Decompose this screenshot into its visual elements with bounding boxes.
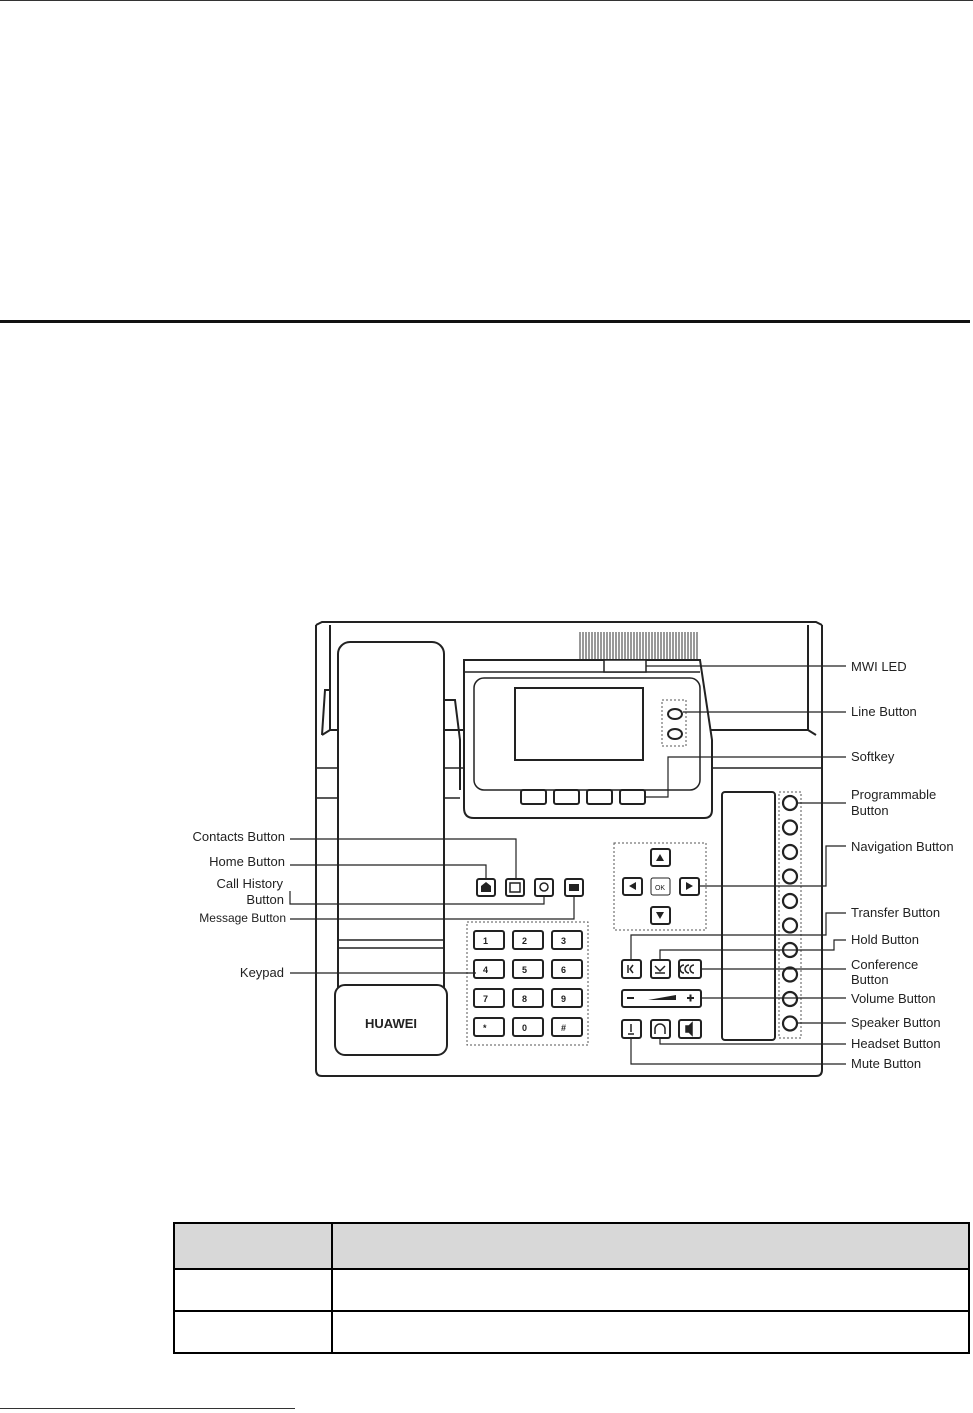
keypad-key[interactable]: [552, 931, 582, 949]
label-panel: [722, 792, 775, 1040]
line-button-1[interactable]: [668, 709, 682, 719]
call-history-button[interactable]: [535, 879, 553, 896]
label-home: Home Button: [209, 854, 285, 869]
table-header-row: [174, 1223, 969, 1269]
table-row: [174, 1311, 969, 1353]
keypad-key-label: 9: [561, 994, 567, 1004]
label-conference-1: Conference: [851, 957, 919, 972]
function-buttons: [477, 879, 583, 896]
keypad-key[interactable]: [552, 960, 582, 978]
programmable-button[interactable]: [783, 796, 797, 810]
label-navigation: Navigation Button: [851, 839, 954, 854]
programmable-button[interactable]: [783, 821, 797, 835]
keypad-key-label: 8: [522, 994, 528, 1004]
label-programmable-2: Button: [851, 803, 889, 818]
table-header-cell: [174, 1223, 332, 1269]
softkey-1[interactable]: [521, 790, 546, 804]
softkey-4[interactable]: [620, 790, 645, 804]
label-conference-2: Button: [851, 972, 889, 987]
label-volume: Volume Button: [851, 991, 936, 1006]
keypad-key-label: 2: [522, 936, 528, 946]
volume-control[interactable]: [622, 990, 701, 1007]
footer-rule: [0, 1408, 295, 1409]
nav-ok-label: OK: [654, 885, 666, 892]
keypad-key-label: 4: [483, 965, 489, 975]
keypad-key-label: 0: [522, 1023, 528, 1033]
keypad: [474, 931, 582, 1036]
handset: [335, 642, 447, 1055]
keypad-key-label: #: [561, 1023, 567, 1033]
label-softkey: Softkey: [851, 749, 895, 764]
programmable-button[interactable]: [783, 992, 797, 1006]
table-header-cell: [332, 1223, 969, 1269]
programmable-button[interactable]: [783, 919, 797, 933]
keypad-key[interactable]: [474, 931, 504, 949]
keypad-key-label: 1: [483, 936, 489, 946]
label-contacts: Contacts Button: [192, 829, 285, 844]
softkey-3[interactable]: [587, 790, 612, 804]
programmable-button[interactable]: [783, 894, 797, 908]
label-keypad: Keypad: [239, 965, 284, 980]
keypad-key[interactable]: [474, 1018, 504, 1036]
programmable-button[interactable]: [783, 845, 797, 859]
keypad-key[interactable]: [513, 989, 543, 1007]
label-speaker: Speaker Button: [851, 1015, 941, 1030]
label-message: Message Button: [199, 911, 286, 925]
message-icon: [569, 884, 579, 891]
table-cell: [174, 1311, 332, 1353]
spec-table: [173, 1222, 970, 1354]
label-call-history-2: Button: [246, 892, 284, 907]
table-cell: [332, 1311, 969, 1353]
label-programmable-1: Programmable: [851, 787, 937, 802]
hold-button[interactable]: [651, 960, 670, 978]
keypad-key[interactable]: [474, 960, 504, 978]
keypad-key-label: 3: [561, 936, 567, 946]
transfer-button[interactable]: [622, 960, 641, 978]
softkey-2[interactable]: [554, 790, 579, 804]
keypad-key[interactable]: [474, 989, 504, 1007]
labels-left: [193, 829, 287, 980]
programmable-button[interactable]: [783, 1017, 797, 1031]
label-call-history-1: Call History: [216, 876, 283, 891]
programmable-buttons: [783, 796, 797, 1031]
table-row: [174, 1269, 969, 1311]
keypad-key-label: 7: [483, 994, 489, 1004]
labels-right: [851, 659, 954, 1071]
keypad-key-label: *: [483, 1023, 487, 1033]
label-line-button: Line Button: [851, 704, 917, 719]
table-cell: [332, 1269, 969, 1311]
mwi-led: [604, 660, 646, 672]
keypad-key[interactable]: [552, 989, 582, 1007]
keypad-key[interactable]: [513, 960, 543, 978]
table-cell: [174, 1269, 332, 1311]
programmable-button[interactable]: [783, 870, 797, 884]
keypad-key[interactable]: [513, 931, 543, 949]
label-headset: Headset Button: [851, 1036, 941, 1051]
line-button-2[interactable]: [668, 729, 682, 739]
label-transfer: Transfer Button: [851, 905, 941, 920]
label-mwi-led: MWI LED: [851, 659, 907, 674]
lcd-screen: [515, 688, 643, 760]
label-mute: Mute Button: [851, 1056, 922, 1071]
keypad-key-label: 5: [522, 965, 528, 975]
keypad-key-label: 6: [561, 965, 567, 975]
brand-logo: HUAWEI: [365, 1016, 417, 1031]
keypad-key[interactable]: [552, 1018, 582, 1036]
contacts-button[interactable]: [506, 879, 524, 896]
headset-button[interactable]: [651, 1020, 670, 1038]
label-hold: Hold Button: [851, 932, 919, 947]
keypad-key[interactable]: [513, 1018, 543, 1036]
speaker-grille: [580, 632, 697, 660]
